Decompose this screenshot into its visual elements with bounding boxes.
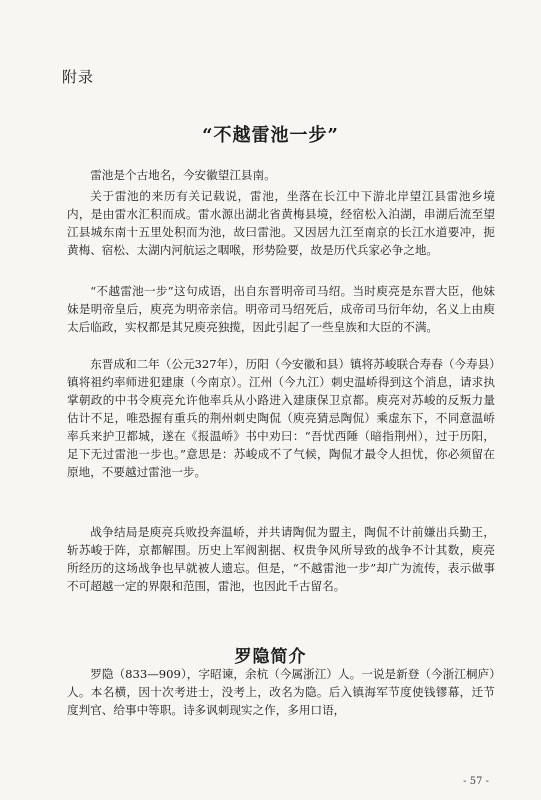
paragraph-1 <box>67 166 495 184</box>
section-label: 附录 <box>62 68 95 86</box>
paragraph-text: 雷池是个古地名，今安徽望江县南。 <box>90 168 276 182</box>
paragraph-luoyin <box>67 665 495 719</box>
paragraph-text: 东晋成和二年（公元327年），历阳（今安徽和县）镇将苏峻联合寿春（今寿县）镇将祖约率师进犯建康（今南京）。江州（今九江）刺史温峤得到这个消息，请求执掌朝政的中书令庾亮允许他率兵从小路进入建康保卫京都。庾亮对苏峻的反叛力量估计不足，唯恐握有重兵的荆州刺史陶侃（庾亮猜忌陶侃）乘虚东下，不同意温峤率兵来护卫都城，遂在《报温峤》书中劝曰：“吾忧西陲（暗指荆州），过于历阳，足下无过雷池一步也。”意思是：苏峻成不了气候，陶侃才最令人担忧，你必须留在原地，不要越过雷池一步。 <box>67 357 495 479</box>
paragraph-2 <box>67 187 495 259</box>
paragraph-text: 罗隐（833—909），字昭谏，余杭（今属浙江）人。一说是新登（今浙江桐庐）人。本名横，因十次考进士，没考上，改名为隐。后入镇海军节度使钱镠幕，迁节度判官、给事中等职。诗多讽刺现实之作，多用口语， <box>67 667 495 717</box>
paragraph-text: 战争结局是庾亮兵败投奔温峤，并共请陶侃为盟主，陶侃不计前嫌出兵勤王，斩苏峻于阵，京都解围。历史上军阀割据、权贵争风所导致的战争不计其数，庾亮所经历的这场战争也早就被人遗忘。但是，“不越雷池一步”却广为流传，表示做事不可超越一定的界限和范围，雷池，也因此千古留名。 <box>67 525 495 593</box>
paragraph-5 <box>67 523 495 595</box>
paragraph-3 <box>67 282 495 336</box>
paragraph-text: “不越雷池一步”这句成语，出自东晋明帝司马绍。当时庾亮是东晋大臣，他妹妹是明帝皇后，庾亮为明帝亲信。明帝司马绍死后，成帝司马衍年幼，名义上由庾太后临政，实权都是其兄庾亮独揽，因此引起了一些皇族和大臣的不满。 <box>67 284 495 334</box>
paragraph-text: 关于雷池的来历有关记载说，雷池，坐落在长江中下游北岸望江县雷池乡境内，是由雷水汇积而成。雷水源出湖北省黄梅县境，经宿松入泊湖，串湖后流至望江县城东南十五里处积而为池，故曰雷池。又因居九江至南京的长江水道要冲，扼黄梅、宿松、太湖内河航运之咽喉，形势险要，故是历代兵家必争之地。 <box>67 189 495 257</box>
paragraph-4 <box>67 355 495 481</box>
article-title: “不越雷池一步” <box>202 125 339 146</box>
page-number: - 57 - <box>463 776 489 787</box>
section-title-luoyin: 罗隐简介 <box>234 647 307 667</box>
